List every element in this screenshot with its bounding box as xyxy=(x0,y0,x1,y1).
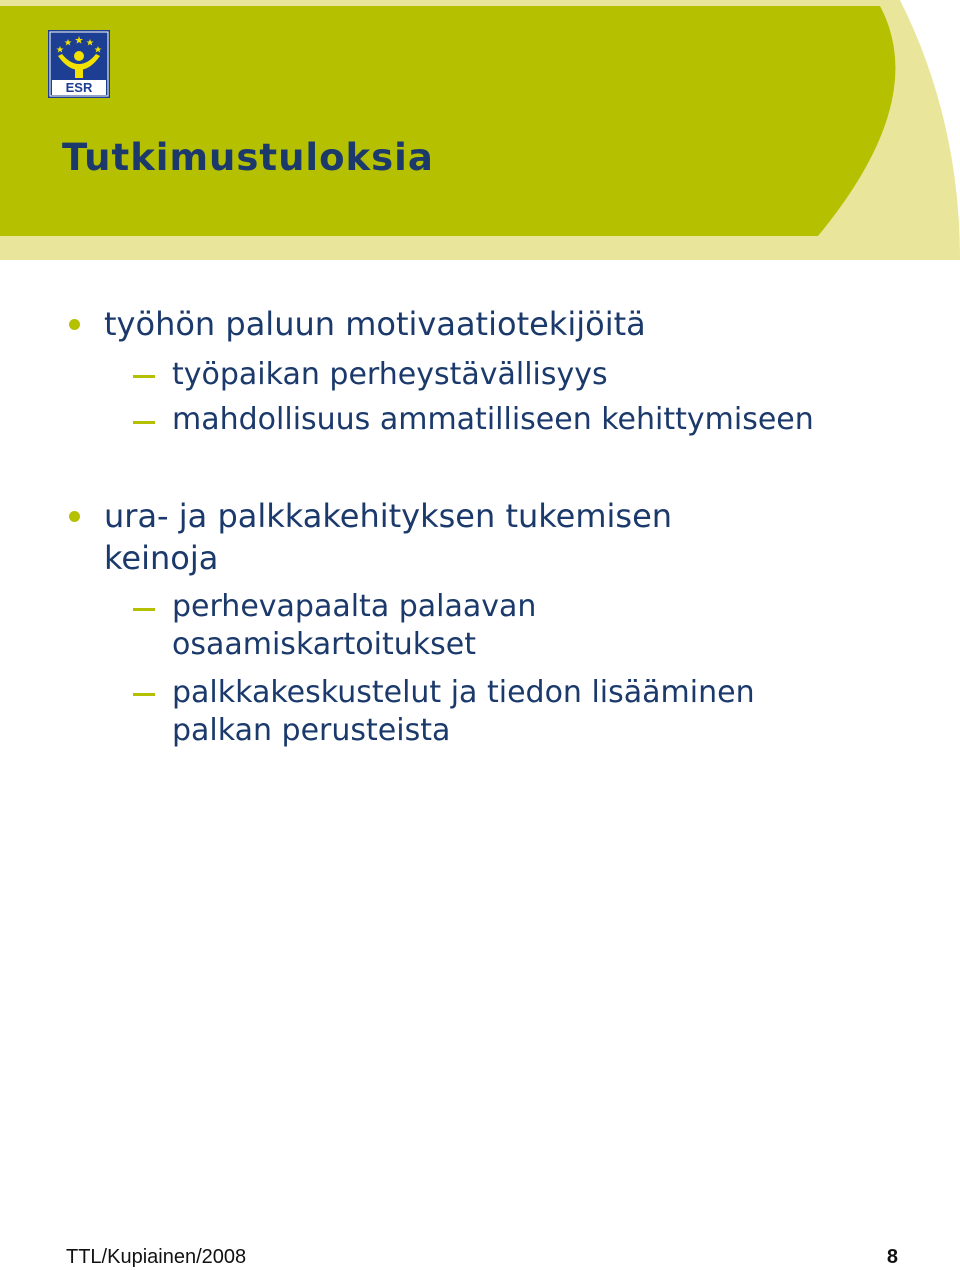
sub-bullet-dash xyxy=(133,375,155,378)
sub-bullet-text: palkkakeskustelut ja tiedon lisääminen xyxy=(172,675,755,710)
footer-source: TTL/Kupiainen/2008 xyxy=(66,1246,247,1268)
page-number: 8 xyxy=(886,1246,898,1268)
bullet-marker xyxy=(69,319,80,330)
sub-bullet-text: työpaikan perheystävällisyys xyxy=(172,357,608,392)
sub-bullet-dash xyxy=(133,608,155,611)
header-main-band xyxy=(0,6,895,236)
sub-bullet-text-continued: palkan perusteista xyxy=(172,713,451,748)
sub-bullet-text: perhevapaalta palaavan xyxy=(172,589,537,624)
esr-logo xyxy=(48,30,110,98)
bullet-marker xyxy=(69,511,80,522)
header-band xyxy=(0,0,960,260)
logo-text: ESR xyxy=(65,80,93,95)
bullet-text-continued: keinoja xyxy=(104,539,219,577)
sub-bullet-dash xyxy=(133,693,155,696)
slide-title: Tutkimustuloksia xyxy=(62,136,434,179)
sub-bullet-text-continued: osaamiskartoitukset xyxy=(172,627,476,662)
bullet-text: työhön paluun motivaatiotekijöitä xyxy=(104,305,646,343)
bullet-text: ura- ja palkkakehityksen tukemisen xyxy=(104,497,673,535)
sub-bullet-text: mahdollisuus ammatilliseen kehittymiseen xyxy=(172,402,814,437)
sub-bullet-dash xyxy=(133,421,155,424)
